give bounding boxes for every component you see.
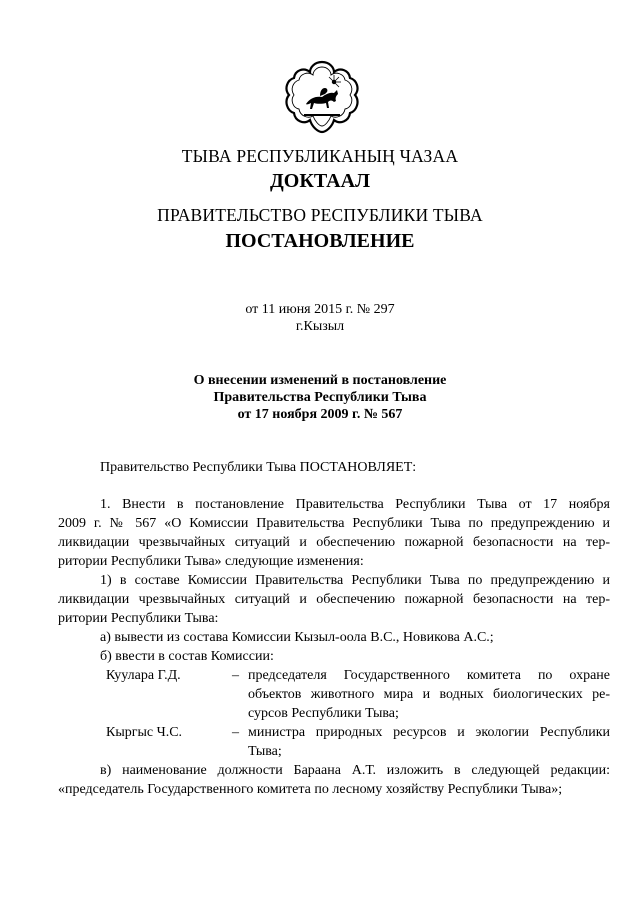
member-position-line: объектов животного мира и водных биологических ре- — [248, 687, 610, 702]
item-a: а) вывести из состава Комиссии Кызыл-оола В.С., Новикова А.С.; — [100, 630, 494, 645]
item-v: в) наименование должности Бараана А.Т. изложить в следующей редакции: — [100, 763, 610, 778]
coat-of-arms-emblem — [282, 58, 362, 138]
body-line: ритории Республики Тыва: — [58, 611, 219, 626]
body-line: ликвидации чрезвычайных ситуаций и обеспечению пожарной безопасности на тер- — [58, 592, 610, 607]
body-line: 1) в составе Комиссии Правительства Республики Тыва по предупреждению и — [100, 573, 610, 588]
member-position-line: министра природных ресурсов и экологии Республики — [248, 725, 610, 740]
decree-city: г.Кызыл — [295, 319, 345, 334]
subject-line: от 17 ноября 2009 г. № 567 — [237, 407, 403, 422]
header-tyva-republic-government: ТЫВА РЕСПУБЛИКАНЫҢ ЧАЗАА — [181, 146, 459, 166]
item-b: б) ввести в состав Комиссии: — [100, 649, 274, 664]
decree-date-number: от 11 июня 2015 г. № 297 — [245, 302, 395, 317]
member-dash: – — [232, 725, 239, 740]
member-name: Кыргыс Ч.С. — [106, 725, 183, 740]
preamble: Правительство Республики Тыва ПОСТАНОВЛЯЕТ: — [100, 460, 417, 475]
body-line: 1. Внести в постановление Правительства Республики Тыва от 17 ноября — [100, 497, 610, 512]
member-position-line: сурсов Республики Тыва; — [248, 706, 399, 721]
header-postanovlenie: ПОСТАНОВЛЕНИЕ — [225, 230, 415, 252]
member-position-line: Тыва; — [248, 744, 282, 759]
subject-line: О внесении изменений в постановление — [193, 373, 447, 388]
member-dash: – — [232, 668, 239, 683]
subject-line: Правительства Республики Тыва — [213, 390, 427, 405]
body-line: ритории Республики Тыва» следующие изменения: — [58, 554, 364, 569]
header-government-tyva: ПРАВИТЕЛЬСТВО РЕСПУБЛИКИ ТЫВА — [157, 205, 483, 225]
member-position-line: председателя Государственного комитета по охране — [248, 668, 610, 683]
body-line: ликвидации чрезвычайных ситуаций и обеспечению пожарной безопасности на тер- — [58, 535, 610, 550]
header-doktaal: ДОКТААЛ — [270, 170, 370, 192]
member-name: Куулара Г.Д. — [106, 668, 181, 683]
body-line: 2009 г. № 567 «О Комиссии Правительства Республики Тыва по предупреждению и — [58, 516, 610, 531]
item-v-continued: «председатель Государственного комитета по лесному хозяйству Республики Тыва»; — [58, 782, 563, 797]
